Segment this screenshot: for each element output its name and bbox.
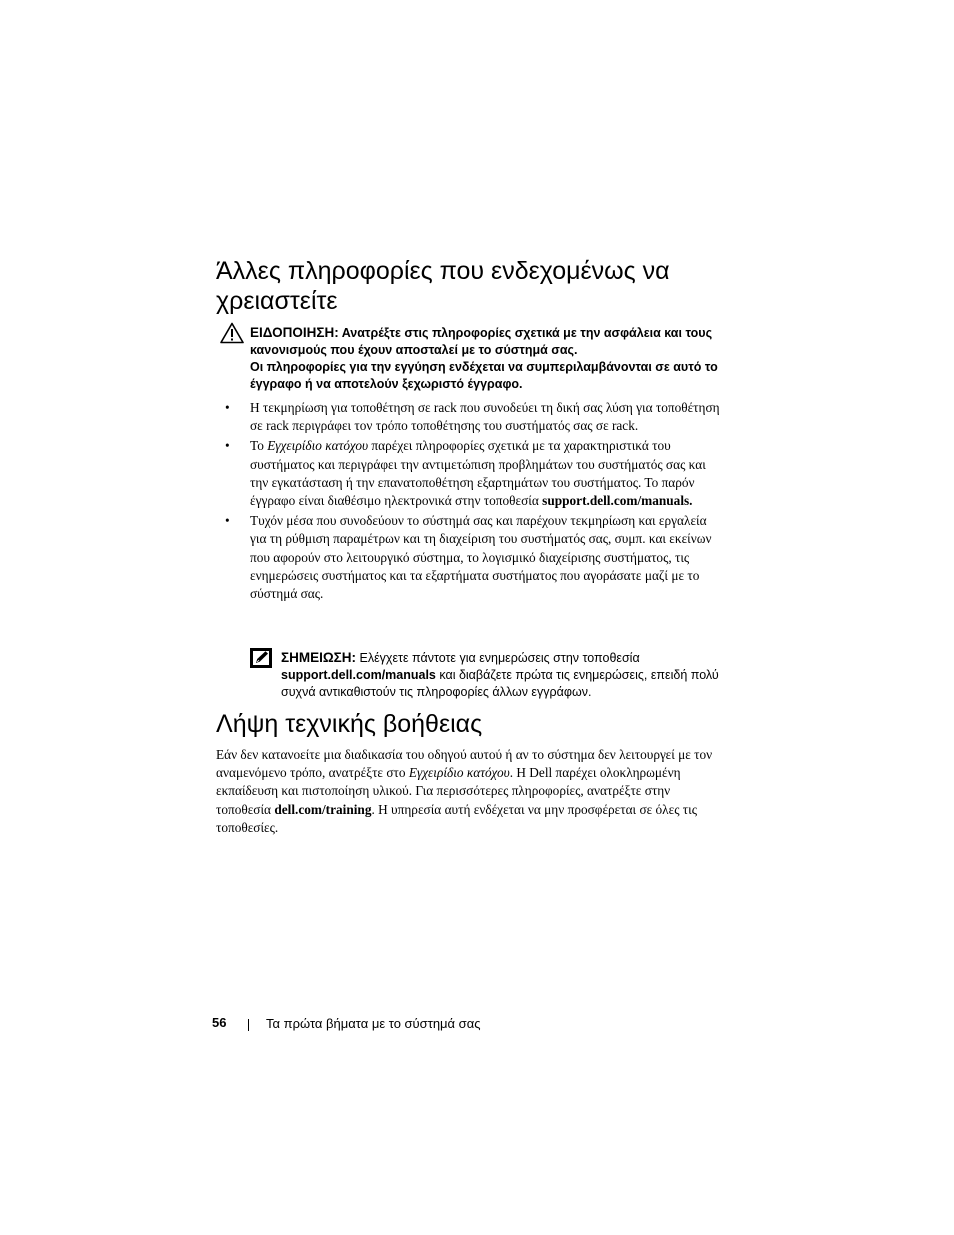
para-text-mid: . Η Dell παρέχει ολοκληρωμένη εκπαίδευση και πιστοποίηση υλικού. Για περισσότερες πληροφορίες, ανατρέξτε στην τοποθεσία — [216, 765, 681, 817]
support-manuals-link: support.dell.com/manuals — [281, 668, 436, 682]
section-title-line2: χρειαστείτε — [216, 287, 338, 315]
list-item-text: Η τεκμηρίωση για τοποθέτηση σε rack που συνοδεύει τη δική σας λύση για τοποθέτηση σε rack περιγράφει τον τρόπο τοποθέτησης του συστήματός σας σε rack. — [250, 400, 720, 434]
list-item-text: Τυχόν μέσα που συνοδεύουν το σύστημά σας και παρέχουν τεκμηρίωση και εργαλεία για τη ρύθμιση παραμέτρων και τη διαχείριση του συστήματός σας, συμπ. και εκείνων που αφορούν στο λειτουργικό σύστημα, το λογισμικό διαχείρισης συστήματος, τις ενημερώσεις συστήματος και τα εξαρτήματα συστήματος που αγοράσατε μαζί με το σύστημά σας. — [250, 513, 712, 602]
section-title-technical-help: Λήψη τεχνικής βοήθειας — [216, 710, 483, 738]
warning-triangle-icon — [220, 322, 244, 344]
section-title-line1: Άλλες πληροφορίες που ενδεχομένως να — [216, 257, 670, 285]
note-notice — [281, 649, 731, 701]
bullet-mark: • — [225, 438, 230, 454]
caution-notice — [250, 324, 730, 393]
caution-text-2: Οι πληροφορίες για την εγγύηση ενδέχεται να συμπεριλαμβάνονται σε αυτό το έγγραφο ή να αποτελούν ξεχωριστό έγγραφο. — [250, 360, 718, 391]
support-manuals-link: support.dell.com/manuals. — [542, 493, 693, 509]
list-item — [222, 399, 722, 435]
footer-divider — [248, 1019, 249, 1031]
list-item-text-pre: Το — [250, 438, 268, 454]
section-title-other-information — [216, 256, 736, 316]
owners-manual-title: Εγχειρίδιο κατόχου — [408, 765, 510, 781]
list-item-text-post: παρέχει πληροφορίες σχετικά με τα χαρακτηριστικά του συστήματος και περιγράφει την αντιμετώπιση προβλημάτων του συστήματός σας και την εγκατάσταση ή την επανατοποθέτηση εξαρτημάτων του συστήματος. Το παρόν έγγραφο είναι διαθέσιμο ηλεκτρονικά στην τοποθεσία — [250, 438, 706, 509]
documentation-list — [222, 399, 722, 605]
training-link: dell.com/training — [274, 801, 372, 817]
caution-label: ΕΙΔΟΠΟΙΗΣΗ: — [250, 325, 339, 340]
note-label: ΣΗΜΕΙΩΣΗ: — [281, 650, 357, 665]
note-text-pre: Ελέγχετε πάντοτε για ενημερώσεις στην τοποθεσία — [356, 651, 640, 665]
page-number: 56 — [212, 1015, 227, 1030]
para-text-post: . Η υπηρεσία αυτή ενδέχεται να μην προσφέρεται σε όλες τις τοποθεσίες. — [216, 801, 697, 835]
note-pencil-icon — [250, 648, 272, 668]
list-item — [222, 512, 722, 603]
technical-help-paragraph — [216, 746, 721, 837]
caution-text-1: Ανατρέξτε στις πληροφορίες σχετικά με την ασφάλεια και τους κανονισμούς που έχουν αποσταλεί με το σύστημά σας. — [250, 326, 713, 357]
owners-manual-title: Εγχειρίδιο κατόχου — [267, 438, 369, 454]
bullet-mark: • — [225, 400, 230, 415]
bullet-mark: • — [225, 513, 230, 529]
caution-paragraph-1 — [250, 324, 730, 359]
note-text-post: και διαβάζετε πρώτα τις ενημερώσεις, επειδή πολύ συχνά αντικαθιστούν τις πληροφορίες άλλων εγγράφων. — [281, 668, 719, 699]
footer-title: Τα πρώτα βήματα με το σύστημά σας — [266, 1016, 481, 1031]
list-item — [222, 437, 722, 510]
para-text-pre: Εάν δεν κατανοείτε μια διαδικασία του οδηγού αυτού ή αν το σύστημα δεν λειτουργεί με τον αναμενόμενο τρόπο, ανατρέξτε στο — [216, 747, 713, 781]
